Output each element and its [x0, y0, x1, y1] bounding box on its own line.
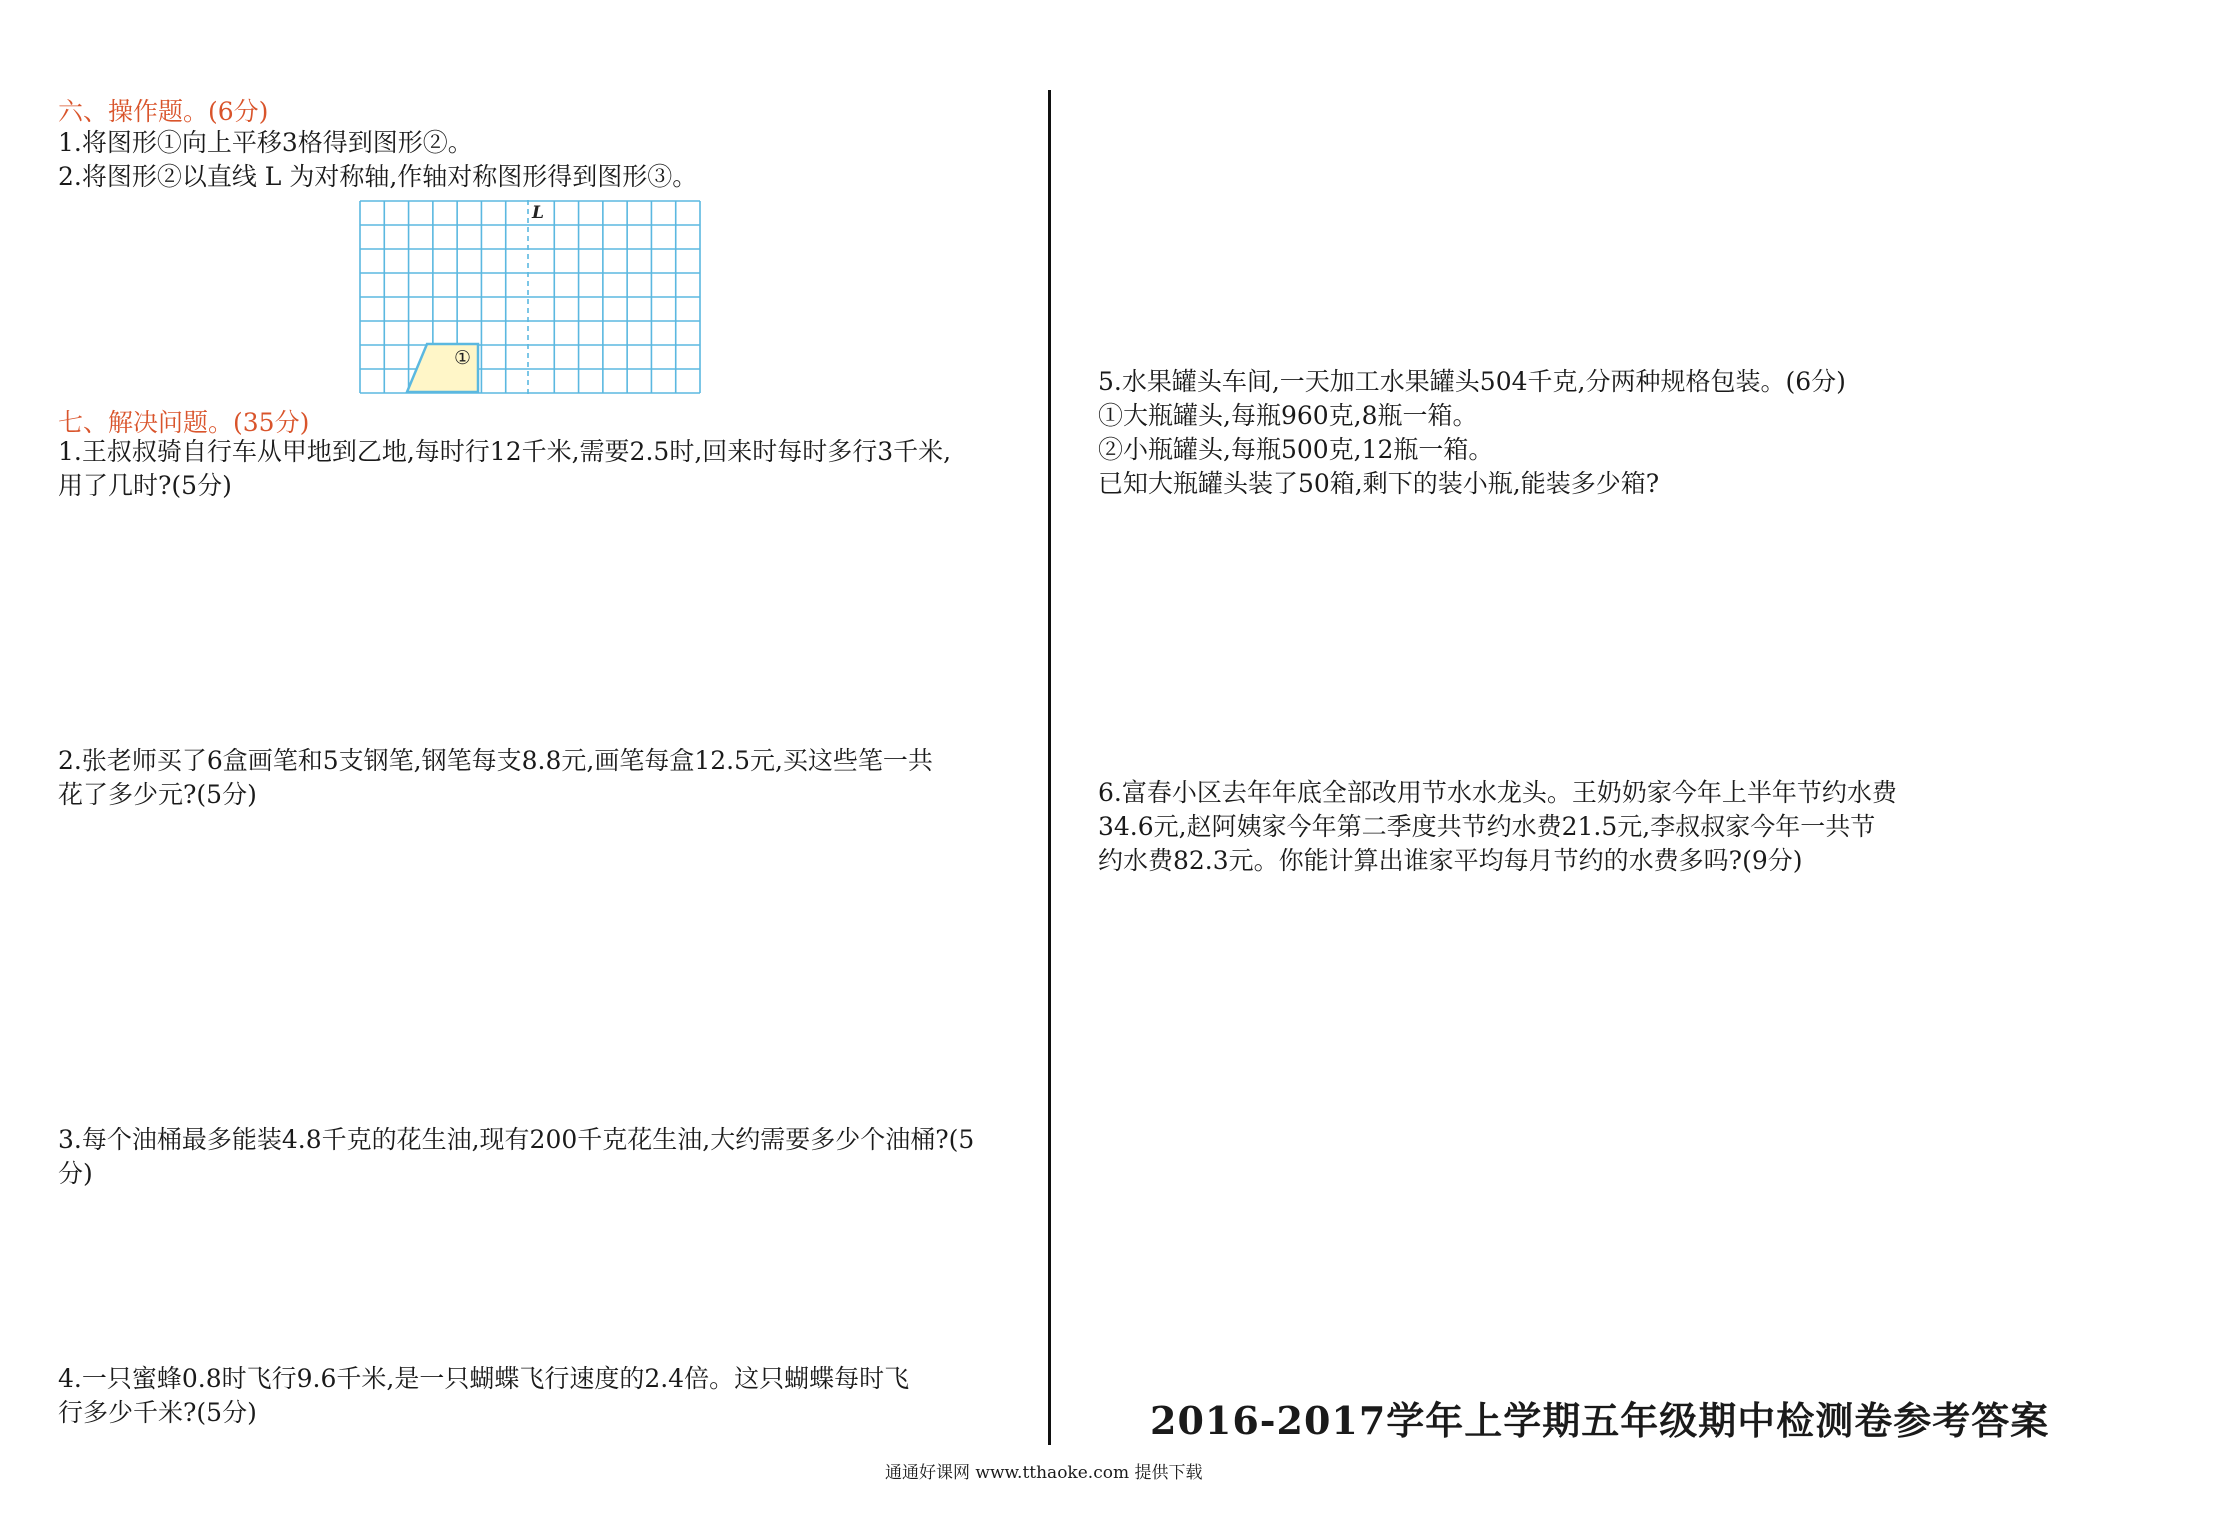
- problem-5-line-1: 5.水果罐头车间,一天加工水果罐头504千克,分两种规格包装。(6分): [1098, 367, 1846, 396]
- problem-2: [58, 744, 933, 812]
- problem-4: [58, 1362, 909, 1430]
- problem-3: [58, 1123, 974, 1191]
- column-divider: [1048, 90, 1051, 1445]
- problem-6-line-3: 约水费82.3元。你能计算出谁家平均每月节约的水费多吗?(9分): [1098, 846, 1803, 875]
- section6-question-2: 2.将图形②以直线 L 为对称轴,作轴对称图形得到图形③。: [58, 162, 698, 191]
- problem-2-line-1: 2.张老师买了6盒画笔和5支钢笔,钢笔每支8.8元,画笔每盒12.5元,买这些笔一共: [58, 746, 933, 775]
- problem-5: [1098, 365, 1846, 501]
- problem-6: [1098, 776, 1897, 878]
- page-footer: 通通好课网 www.tthaoke.com 提供下载: [885, 1463, 1203, 1483]
- problem-2-line-2: 花了多少元?(5分): [58, 780, 257, 809]
- problem-4-line-2: 行多少千米?(5分): [58, 1398, 257, 1427]
- problem-5-line-2: ①大瓶罐头,每瓶960克,8瓶一箱。: [1098, 401, 1478, 430]
- problem-3-line-2: 分): [58, 1159, 93, 1188]
- problem-1: [58, 435, 951, 503]
- problem-6-line-2: 34.6元,赵阿姨家今年第二季度共节约水费21.5元,李叔叔家今年一共节: [1098, 812, 1876, 841]
- problem-6-line-1: 6.富春小区去年年底全部改用节水水龙头。王奶奶家今年上半年节约水费: [1098, 778, 1897, 807]
- section7-heading: 七、解决问题。(35分): [58, 408, 310, 437]
- grid-figure: [358, 200, 702, 398]
- problem-4-line-1: 4.一只蜜蜂0.8时飞行9.6千米,是一只蝴蝶飞行速度的2.4倍。这只蝴蝶每时飞: [58, 1364, 910, 1393]
- problem-1-line-2: 用了几时?(5分): [58, 471, 232, 500]
- axis-label-L: L: [532, 203, 544, 223]
- section6-question-1: 1.将图形①向上平移3格得到图形②。: [58, 128, 473, 157]
- grid-figure-svg: [358, 200, 702, 394]
- answer-key-title: 2016-2017学年上学期五年级期中检测卷参考答案: [1150, 1398, 2050, 1443]
- problem-1-line-1: 1.王叔叔骑自行车从甲地到乙地,每时行12千米,需要2.5时,回来时每时多行3千米,: [58, 437, 952, 466]
- problem-3-line-1: 3.每个油桶最多能装4.8千克的花生油,现有200千克花生油,大约需要多少个油桶?(5: [58, 1125, 975, 1154]
- problem-5-line-3: ②小瓶罐头,每瓶500克,12瓶一箱。: [1098, 435, 1494, 464]
- shape-1-label: ①: [454, 347, 472, 369]
- section6-heading: 六、操作题。(6分): [58, 97, 269, 126]
- problem-5-line-4: 已知大瓶罐头装了50箱,剩下的装小瓶,能装多少箱?: [1098, 469, 1660, 498]
